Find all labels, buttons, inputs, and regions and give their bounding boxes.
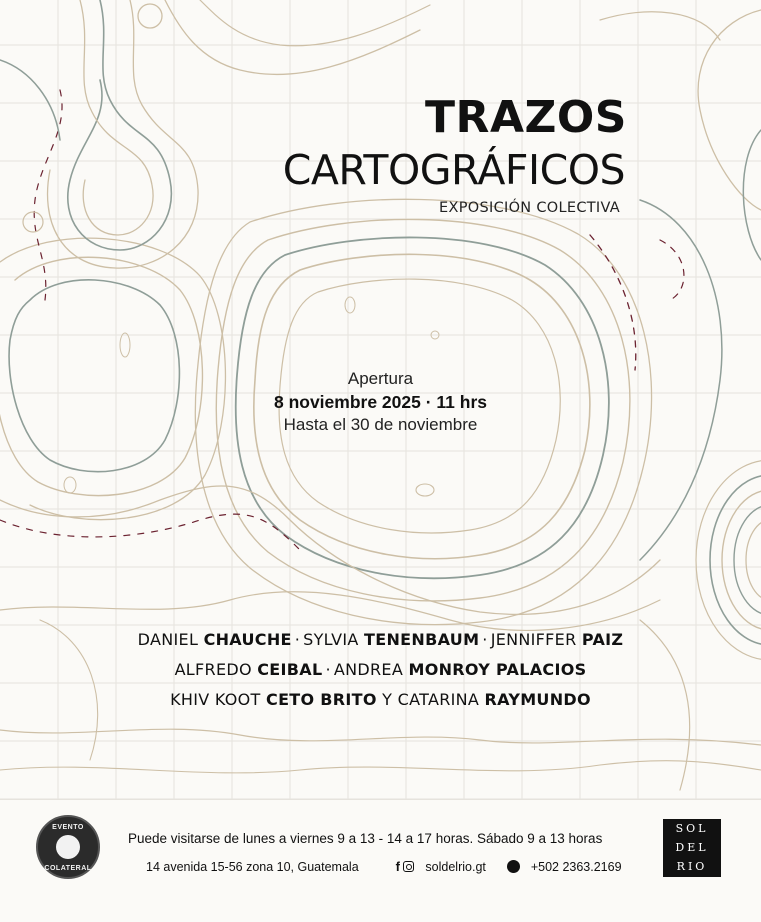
artist-last-name: CETO BRITO <box>266 690 377 709</box>
artist-last-name: CEIBAL <box>257 660 323 679</box>
phone-number[interactable]: +502 2363.2169 <box>530 859 622 874</box>
event-label: Apertura <box>347 369 414 388</box>
logo-line: DEL <box>675 841 709 854</box>
contact-line <box>146 859 622 874</box>
separator: · <box>294 630 301 649</box>
artist-first-name: ALFREDO <box>174 660 252 679</box>
artist-last-name: MONROY PALACIOS <box>408 660 587 679</box>
sol-del-rio-logo <box>663 819 721 877</box>
social-handle[interactable]: soldelrio.gt <box>425 859 486 874</box>
facebook-icon[interactable]: f <box>395 859 400 875</box>
event-date: 8 noviembre 2025 · 11 hrs <box>273 392 488 412</box>
artist-last-name: RAYMUNDO <box>484 690 591 709</box>
artist-list <box>0 625 761 715</box>
badge-top-text: EVENTO <box>52 824 84 831</box>
whatsapp-icon[interactable] <box>507 860 520 873</box>
title-line-2: CARTOGRÁFICOS <box>282 146 625 194</box>
conjunction: Y <box>382 690 393 709</box>
logo-line: RIO <box>676 860 708 873</box>
artist-line-3 <box>0 685 761 715</box>
logo-line: SOL <box>675 822 709 835</box>
event-until: Hasta el 30 de noviembre <box>283 415 478 434</box>
artist-line-2 <box>0 655 761 685</box>
event-info <box>0 368 761 436</box>
artist-first-name: SYLVIA <box>303 630 359 649</box>
artist-first-name: ANDREA <box>333 660 404 679</box>
artist-first-name: CATARINA <box>397 690 480 709</box>
artist-last-name: TENENBAUM <box>364 630 480 649</box>
opening-hours: Puede visitarse de lunes a viernes 9 a 13 - 14 a 17 horas. Sábado 9 a 13 horas <box>128 831 603 846</box>
artist-last-name: PAIZ <box>581 630 624 649</box>
separator: · <box>482 630 488 649</box>
separator: · <box>325 660 331 679</box>
artist-line-1 <box>0 625 761 655</box>
artist-first-name: KHIV KOOT <box>170 690 261 709</box>
badge-emblem <box>56 835 80 859</box>
artist-first-name: JENNIFFER <box>490 630 577 649</box>
evento-colateral-badge-icon <box>36 815 100 879</box>
artist-first-name: DANIEL <box>137 630 199 649</box>
address: 14 avenida 15-56 zona 10, Guatemala <box>146 859 359 874</box>
badge-bottom-text: COLATERAL <box>44 865 92 872</box>
instagram-icon[interactable] <box>403 861 414 872</box>
artist-last-name: CHAUCHE <box>203 630 292 649</box>
title-line-1: TRAZOS <box>425 92 627 143</box>
subtitle: EXPOSICIÓN COLECTIVA <box>439 200 620 216</box>
